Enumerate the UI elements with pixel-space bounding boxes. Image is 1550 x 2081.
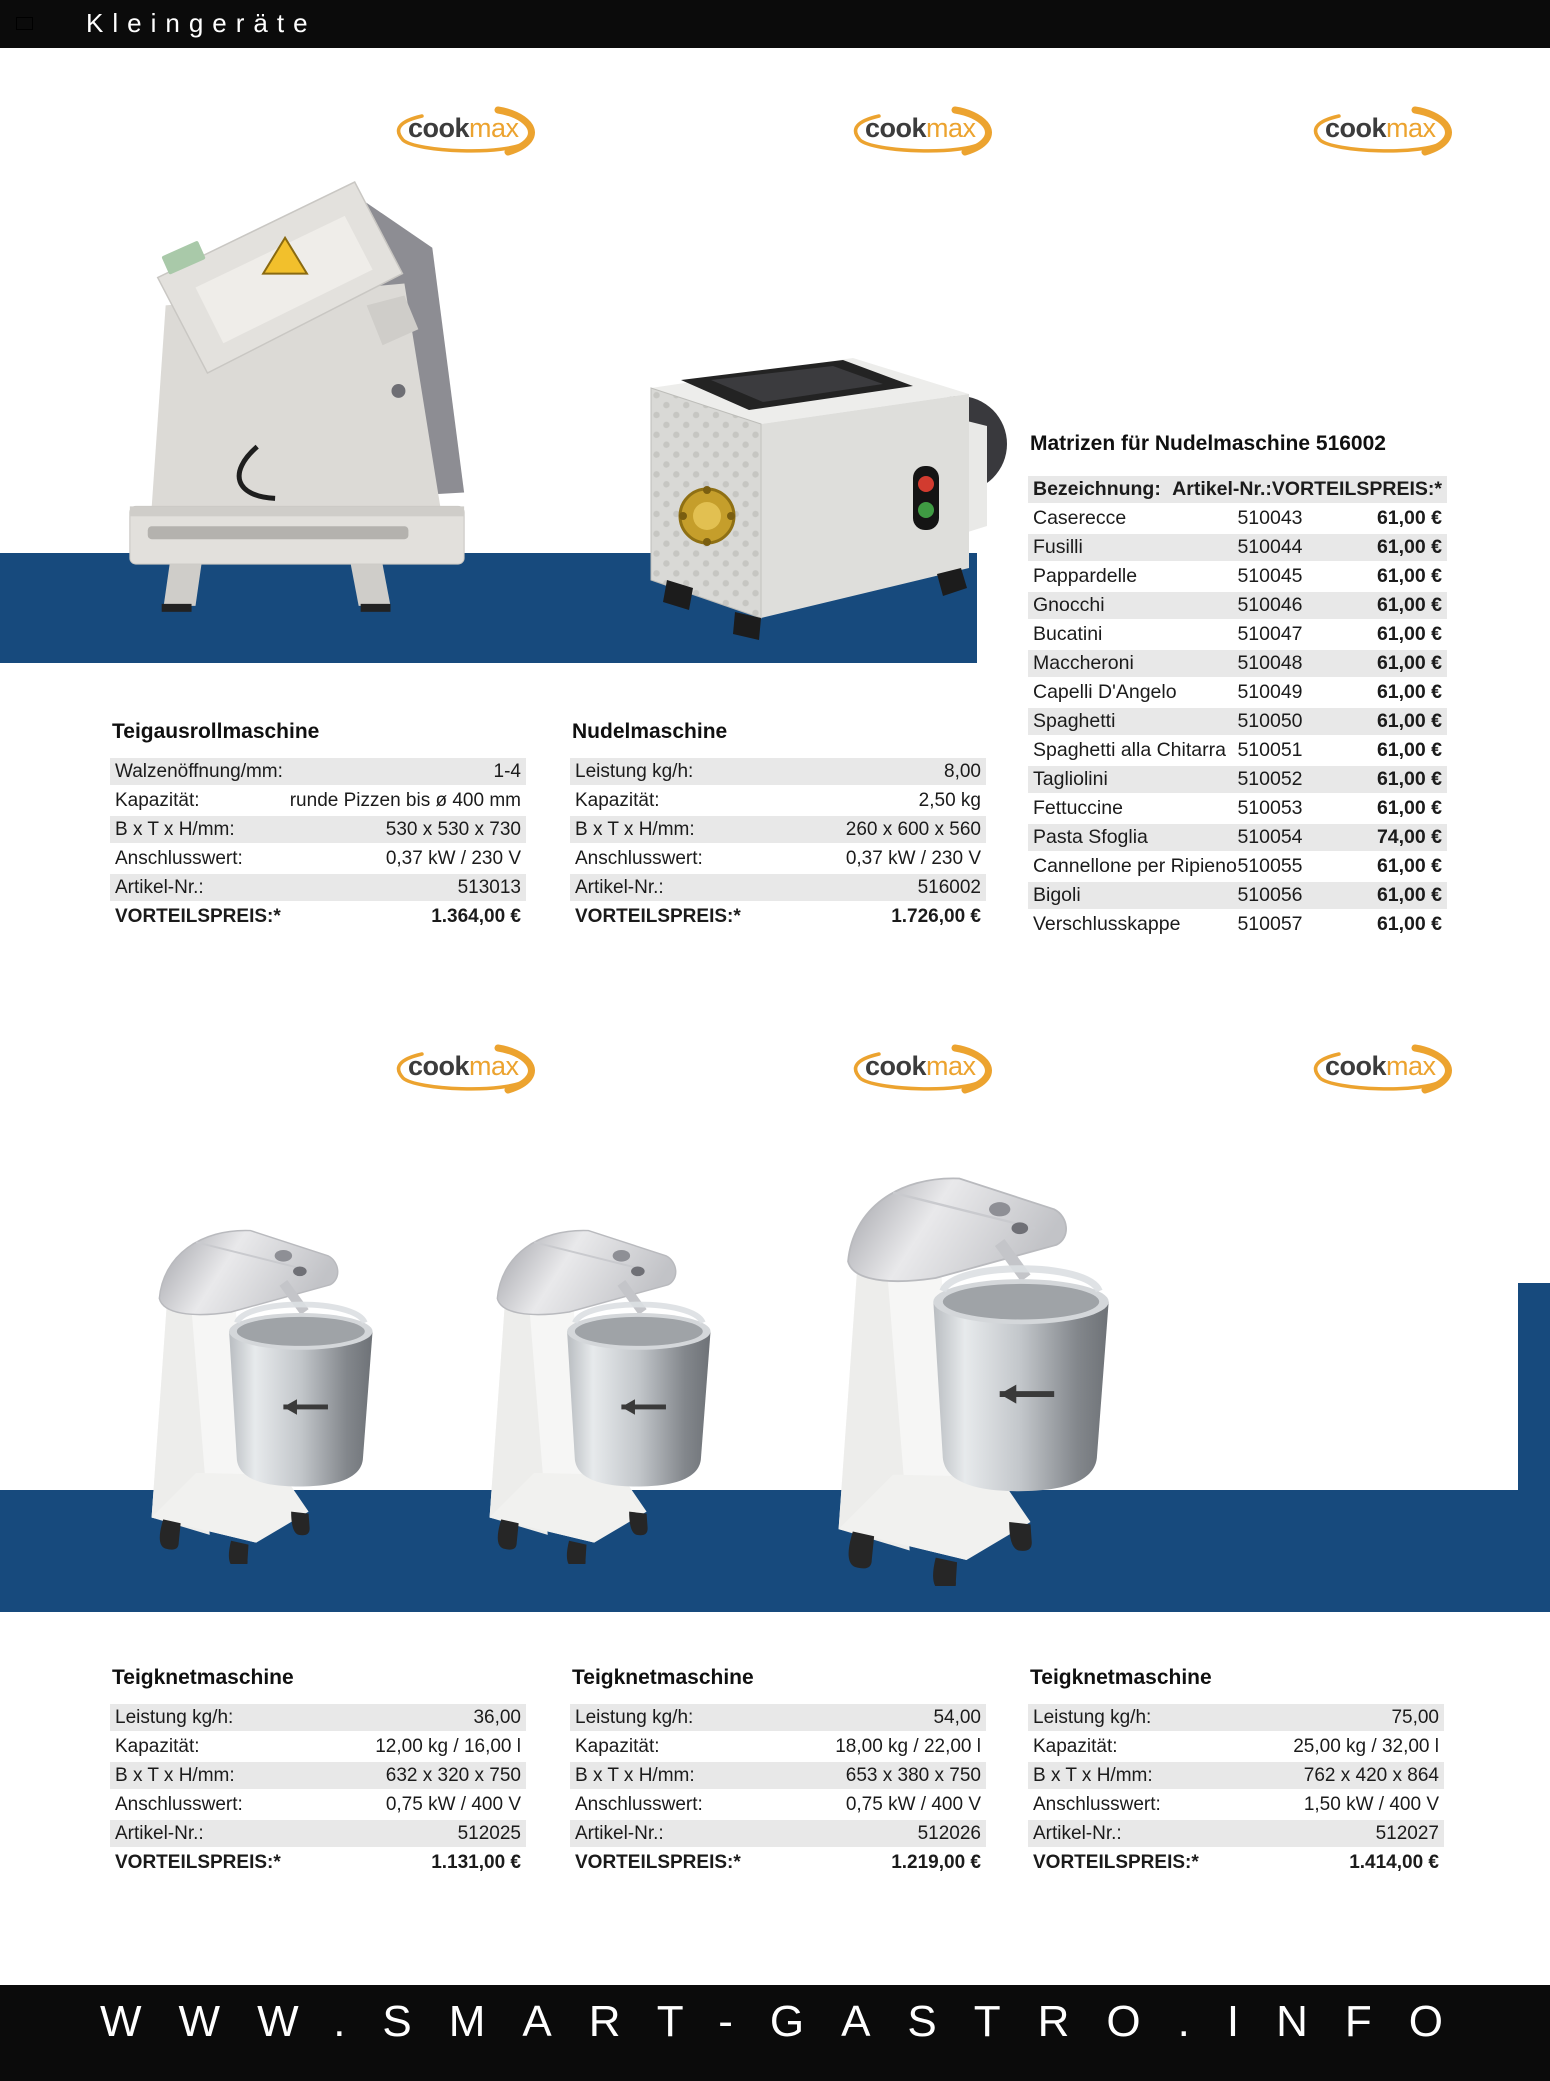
spec-row: Leistung kg/h: 36,00 bbox=[110, 1704, 526, 1731]
product-card-teigknetmaschine-1 bbox=[110, 1666, 526, 1878]
cookmax-logo bbox=[388, 104, 538, 156]
brand-cook: cook bbox=[1325, 1051, 1387, 1081]
brand-cook: cook bbox=[408, 113, 470, 143]
table-row: Spaghetti 510050 61,00 € bbox=[1028, 708, 1447, 735]
table-row: Capelli D'Angelo 510049 61,00 € bbox=[1033, 681, 1442, 703]
product-image-teigknetmaschine-3 bbox=[822, 1124, 1130, 1586]
product-card-teigknetmaschine-3 bbox=[1028, 1666, 1444, 1878]
price-row: VORTEILSPREIS:* 1.131,00 € bbox=[115, 1852, 521, 1873]
brand-reg-mark: ° bbox=[975, 115, 980, 127]
table-row: Maccheroni 510048 61,00 € bbox=[1028, 650, 1447, 677]
product-title: Teigknetmaschine bbox=[112, 1666, 294, 1689]
table-row: Verschlusskappe 510057 61,00 € bbox=[1033, 913, 1442, 935]
brand-max: max bbox=[469, 113, 519, 143]
brand-reg-mark: ° bbox=[518, 1053, 523, 1065]
spec-row: Leistung kg/h: 8,00 bbox=[570, 758, 986, 785]
spec-row: B x T x H/mm: 632 x 320 x 750 bbox=[110, 1762, 526, 1789]
table-row: Cannellone per Ripieno 510055 61,00 € bbox=[1033, 855, 1442, 877]
table-row: Caserecce 510043 61,00 € bbox=[1033, 507, 1442, 529]
column-header-bezeichnung: Bezeichnung: bbox=[1033, 478, 1161, 500]
spec-row: Kapazität: 18,00 kg / 22,00 l bbox=[575, 1736, 981, 1757]
spec-row: Anschlusswert: 0,75 kW / 400 V bbox=[575, 1794, 981, 1815]
matrix-header-row bbox=[1028, 476, 1447, 503]
table-row: Tagliolini 510052 61,00 € bbox=[1028, 766, 1447, 793]
matrix-table bbox=[1028, 432, 1447, 940]
brand-max: max bbox=[926, 113, 976, 143]
product-title: Nudelmaschine bbox=[572, 720, 728, 743]
website-url: WWW.SMART-GASTRO.INFO bbox=[100, 1997, 1480, 2046]
spec-row: B x T x H/mm: 530 x 530 x 730 bbox=[110, 816, 526, 843]
spec-row: Kapazität: 12,00 kg / 16,00 l bbox=[115, 1736, 521, 1757]
cookmax-logo bbox=[845, 1042, 995, 1094]
brand-max: max bbox=[1386, 113, 1436, 143]
table-row: Pasta Sfoglia 510054 74,00 € bbox=[1028, 824, 1447, 851]
spec-row: Anschlusswert: 0,37 kW / 230 V bbox=[575, 848, 981, 869]
brand-cook: cook bbox=[865, 113, 927, 143]
price-row: VORTEILSPREIS:* 1.414,00 € bbox=[1033, 1852, 1439, 1873]
blue-band-right-bleed bbox=[1518, 1283, 1550, 1493]
table-row: Bigoli 510056 61,00 € bbox=[1028, 882, 1447, 909]
table-row: Pappardelle 510045 61,00 € bbox=[1033, 565, 1442, 587]
spec-row: B x T x H/mm: 260 x 600 x 560 bbox=[570, 816, 986, 843]
table-row: Fettuccine 510053 61,00 € bbox=[1033, 797, 1442, 819]
spec-row: Kapazität: runde Pizzen bis ø 400 mm bbox=[115, 790, 521, 811]
brand-max: max bbox=[1386, 1051, 1436, 1081]
product-image-nudelmaschine bbox=[606, 316, 1008, 646]
spec-row: Leistung kg/h: 54,00 bbox=[570, 1704, 986, 1731]
spec-row: B x T x H/mm: 653 x 380 x 750 bbox=[570, 1762, 986, 1789]
spec-row: Anschlusswert: 0,37 kW / 230 V bbox=[115, 848, 521, 869]
table-row: Fusilli 510044 61,00 € bbox=[1028, 534, 1447, 561]
cookmax-logo bbox=[388, 1042, 538, 1094]
spec-row: Artikel-Nr.: 516002 bbox=[570, 874, 986, 901]
price-row: VORTEILSPREIS:* 1.726,00 € bbox=[575, 906, 981, 927]
product-card-teigausrollmaschine bbox=[110, 720, 526, 932]
brand-reg-mark: ° bbox=[1435, 1053, 1440, 1065]
brand-max: max bbox=[469, 1051, 519, 1081]
spec-row: Anschlusswert: 0,75 kW / 400 V bbox=[115, 1794, 521, 1815]
product-title: Teigknetmaschine bbox=[572, 1666, 754, 1689]
page-header bbox=[0, 0, 1550, 48]
spec-row: Kapazität: 2,50 kg bbox=[575, 790, 981, 811]
product-card-nudelmaschine bbox=[570, 720, 986, 932]
cookmax-logo bbox=[845, 104, 995, 156]
spec-row: Artikel-Nr.: 512026 bbox=[570, 1820, 986, 1847]
price-row: VORTEILSPREIS:* 1.219,00 € bbox=[575, 1852, 981, 1873]
spec-row: Artikel-Nr.: 512027 bbox=[1028, 1820, 1444, 1847]
column-header-vorteilspreis: VORTEILSPREIS:* bbox=[1271, 478, 1442, 500]
spec-row: Walzenöffnung/mm: 1-4 bbox=[110, 758, 526, 785]
product-title: Teigausrollmaschine bbox=[112, 720, 320, 743]
corner-flag-icon bbox=[17, 18, 32, 29]
matrix-title: Matrizen für Nudelmaschine 516002 bbox=[1030, 432, 1386, 455]
product-title: Teigknetmaschine bbox=[1030, 1666, 1212, 1689]
spec-row: Anschlusswert: 1,50 kW / 400 V bbox=[1033, 1794, 1439, 1815]
table-row: Gnocchi 510046 61,00 € bbox=[1028, 592, 1447, 619]
product-image-teigausrollmaschine bbox=[100, 156, 488, 614]
product-card-teigknetmaschine-2 bbox=[570, 1666, 986, 1878]
brand-max: max bbox=[926, 1051, 976, 1081]
brand-cook: cook bbox=[408, 1051, 470, 1081]
column-header-artikel-nr: Artikel-Nr.: bbox=[1172, 478, 1272, 500]
cookmax-logo bbox=[1305, 1042, 1455, 1094]
spec-row: Kapazität: 25,00 kg / 32,00 l bbox=[1033, 1736, 1439, 1757]
spec-row: Artikel-Nr.: 512025 bbox=[110, 1820, 526, 1847]
product-image-teigknetmaschine-2 bbox=[476, 1186, 728, 1564]
brand-reg-mark: ° bbox=[518, 115, 523, 127]
page-footer bbox=[0, 1985, 1550, 2081]
price-row: VORTEILSPREIS:* 1.364,00 € bbox=[115, 906, 521, 927]
table-row: Bucatini 510047 61,00 € bbox=[1033, 623, 1442, 645]
spec-row: Leistung kg/h: 75,00 bbox=[1028, 1704, 1444, 1731]
brand-cook: cook bbox=[1325, 113, 1387, 143]
cookmax-logo bbox=[1305, 104, 1455, 156]
table-row: Spaghetti alla Chitarra 510051 61,00 € bbox=[1033, 739, 1442, 761]
brand-reg-mark: ° bbox=[975, 1053, 980, 1065]
spec-row: Artikel-Nr.: 513013 bbox=[110, 874, 526, 901]
page-title: Kleingeräte bbox=[86, 8, 317, 38]
brand-cook: cook bbox=[865, 1051, 927, 1081]
brand-reg-mark: ° bbox=[1435, 115, 1440, 127]
product-image-teigknetmaschine-1 bbox=[138, 1186, 390, 1564]
spec-row: B x T x H/mm: 762 x 420 x 864 bbox=[1028, 1762, 1444, 1789]
